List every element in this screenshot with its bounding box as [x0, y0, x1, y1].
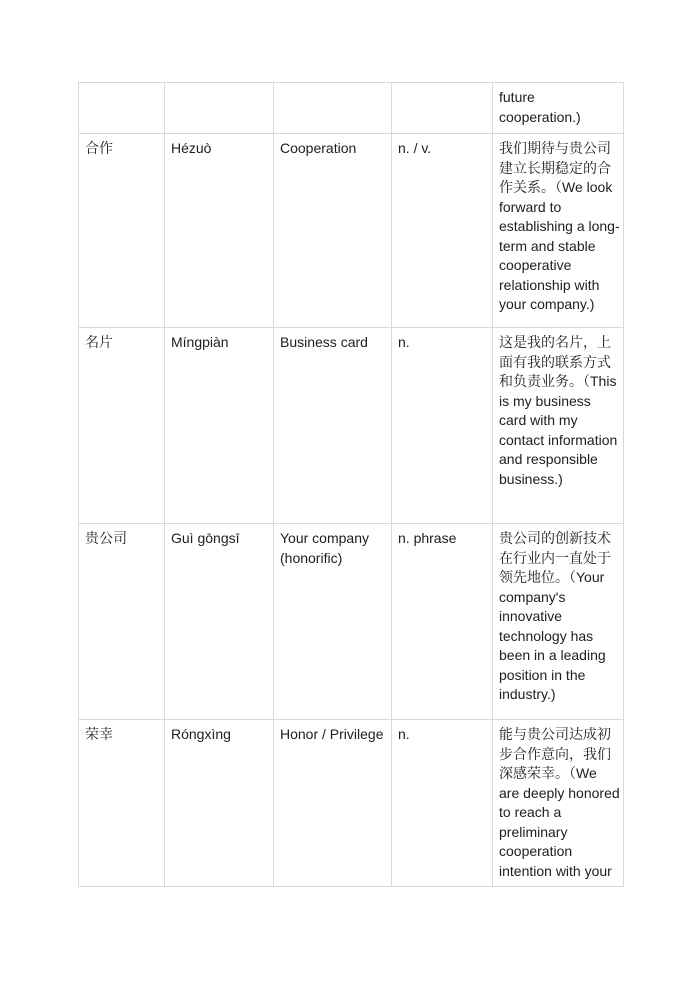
- vocab-row: [79, 720, 624, 887]
- example-cell: [493, 134, 624, 328]
- example-cell: [493, 524, 624, 720]
- meaning-text: Honor / Privilege: [280, 726, 384, 742]
- hanzi-text: 荣幸: [85, 726, 113, 742]
- pinyin-cell: [165, 83, 274, 134]
- example-cell: [493, 328, 624, 524]
- meaning-cell: [274, 328, 392, 524]
- hanzi-cell: [79, 720, 165, 887]
- pos-text: n. phrase: [398, 530, 457, 546]
- pinyin-text: Hézuò: [171, 140, 212, 156]
- vocab-row-continuation: [79, 83, 624, 134]
- pos-text: n.: [398, 334, 410, 350]
- meaning-text: Your company (honorific): [280, 530, 369, 566]
- pinyin-cell: [165, 328, 274, 524]
- pos-cell: [392, 328, 493, 524]
- hanzi-cell: [79, 524, 165, 720]
- example-text: 我们期待与贵公司建立长期稳定的合作关系。（We look forward to establishing a long-term and stable cooperative relationship with your company.): [499, 140, 620, 312]
- example-text: future cooperation.): [499, 89, 581, 125]
- meaning-cell: [274, 83, 392, 134]
- meaning-text: Business card: [280, 334, 368, 350]
- vocab-row: [79, 134, 624, 328]
- hanzi-text: 名片: [85, 334, 113, 350]
- meaning-cell: [274, 524, 392, 720]
- pos-cell: [392, 134, 493, 328]
- pinyin-cell: [165, 134, 274, 328]
- pos-text: n.: [398, 726, 410, 742]
- vocabulary-table: [78, 82, 624, 887]
- meaning-cell: [274, 720, 392, 887]
- pos-text: n. / v.: [398, 140, 432, 156]
- example-text: 贵公司的创新技术在行业内一直处于领先地位。（Your company's innovative technology has been in a leading position in the industry.): [499, 530, 611, 702]
- vocab-row: [79, 524, 624, 720]
- pos-cell: [392, 524, 493, 720]
- pinyin-text: Guì gōngsī: [171, 530, 240, 546]
- pos-cell: [392, 83, 493, 134]
- pinyin-text: Míngpiàn: [171, 334, 229, 350]
- hanzi-cell: [79, 83, 165, 134]
- example-cell: [493, 720, 624, 887]
- hanzi-cell: [79, 134, 165, 328]
- hanzi-text: 合作: [85, 140, 113, 156]
- pinyin-text: Róngxìng: [171, 726, 231, 742]
- pos-cell: [392, 720, 493, 887]
- hanzi-text: 贵公司: [85, 530, 127, 546]
- pinyin-cell: [165, 524, 274, 720]
- meaning-cell: [274, 134, 392, 328]
- hanzi-cell: [79, 328, 165, 524]
- vocab-row: [79, 328, 624, 524]
- example-text: 这是我的名片，上面有我的联系方式和负责业务。（This is my business card with my contact information and responsible business.): [499, 334, 618, 487]
- pinyin-cell: [165, 720, 274, 887]
- example-text: 能与贵公司达成初步合作意向，我们深感荣幸。（We are deeply honored to reach a preliminary cooperation intention with your: [499, 726, 620, 879]
- example-cell: [493, 83, 624, 134]
- meaning-text: Cooperation: [280, 140, 357, 156]
